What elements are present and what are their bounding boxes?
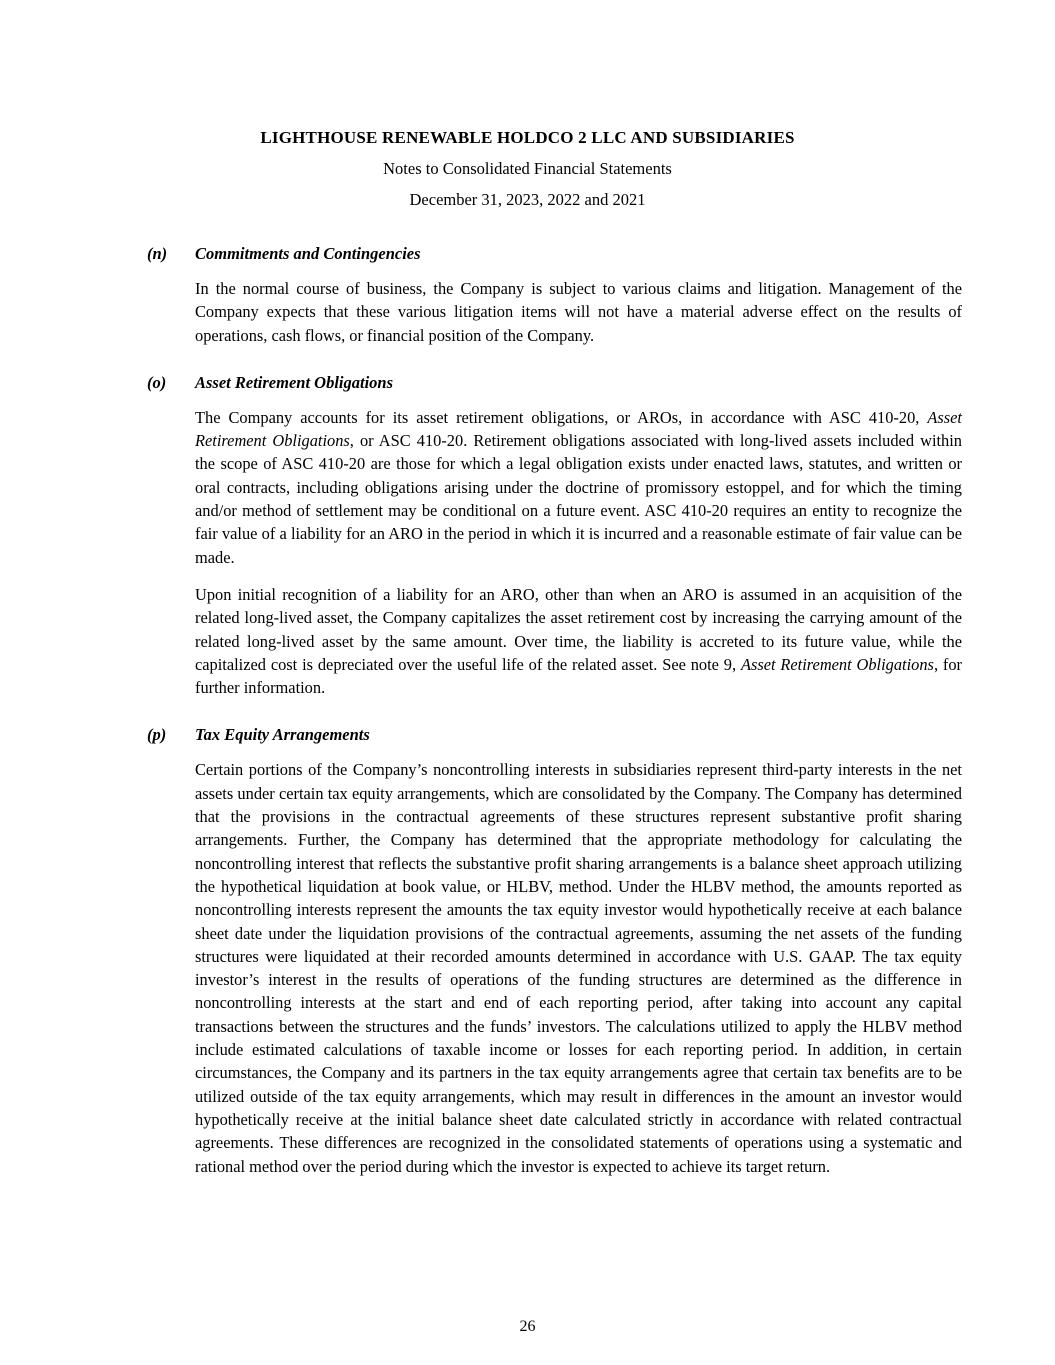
paragraph — [195, 277, 962, 347]
section-title: Commitments and Contingencies — [195, 244, 421, 263]
section-heading — [147, 371, 962, 394]
section-label: (n) — [147, 244, 168, 263]
paragraph-text: Upon initial recognition of a liability for an ARO, other than when an ARO is assumed in an acquisition of the related long-lived asset, the Company capitalizes the asset retirement cost by increasing the carrying amount of the related long-lived asset by the same amount. Over time, the liability is accreted to its future value, while the capitalized cost is depreciated over the useful life of the related asset. See note 9, — [195, 584, 962, 674]
section-label: (p) — [147, 725, 167, 745]
section-label: (o) — [147, 372, 167, 392]
paragraph — [195, 583, 962, 699]
section-heading — [147, 723, 962, 746]
paragraph-text: In the normal course of business, the Company is subject to various claims and litigation. Management of the Company expects that these various litigation items will not have a material adverse effect on the results of operations, cash flows, or financial position of the Company. — [195, 279, 962, 345]
page-footer — [0, 1318, 1055, 1336]
document-body — [0, 242, 1055, 1178]
paragraph-text-italic: Asset Retirement Obligations — [195, 407, 962, 451]
section-tax-equity-arrangements — [0, 723, 1055, 1177]
paragraph-text: , or ASC 410-20. Retirement obligations associated with long-lived assets included within the scope of ASC 410-20 are those for which a legal obligation exists under enacted laws, statutes, and written or oral contracts, including obligations arising under the doctrine of promissory estoppel, and for which the timing and/or method of settlement may be conditional on a future event. ASC 410-20 requires an entity to recognize the fair value of a liability for an ARO in the period in which it is incurred and a reasonable estimate of fair value can be made. — [195, 431, 962, 567]
section-asset-retirement-obligations — [0, 371, 1055, 700]
section-commitments-and-contingencies — [0, 242, 1055, 347]
paragraph-text: The Company accounts for its asset retirement obligations, or AROs, in accordance with ASC 410-20, — [195, 407, 928, 427]
document-header — [0, 0, 1055, 210]
document-title: LIGHTHOUSE RENEWABLE HOLDCO 2 LLC AND SUBSIDIARIES — [260, 128, 795, 147]
paragraph — [195, 406, 962, 569]
section-title: Asset Retirement Obligations — [195, 372, 394, 392]
page-number: 26 — [519, 1318, 536, 1335]
section-title: Tax Equity Arrangements — [195, 725, 370, 745]
paragraph-text: , for further information. — [195, 654, 962, 698]
paragraph-text-italic: Asset Retirement Obligations — [740, 654, 934, 674]
paragraph-text: Certain portions of the Company’s noncontrolling interests in subsidiaries represent third-party interests in the net assets under certain tax equity arrangements, which are consolidated by the Company. The Company has determined that the provisions in the contractual agreements of these structures represent substantive profit sharing arrangements. Further, the Company has determined that the appropriate methodology for calculating the noncontrolling interest that reflects the substantive profit sharing arrangements is a balance sheet approach utilizing the hypothetical liquidation at book value, or HLBV, method. Under the HLBV method, the amounts reported as noncontrolling interests represent the amounts the tax equity investor would hypothetically receive at each balance sheet date under the liquidation provisions of the contractual agreements, assuming the net assets of the funding structures were liquidated at their recorded amounts determined in accordance with U.S. GAAP. The tax equity investor’s interest in the results of operations of the funding structures are determined as the difference in noncontrolling interests at the start and end of each reporting period, after taking into account any capital transactions between the structures and the funds’ investors. The calculations utilized to apply the HLBV method include estimated calculations of taxable income or losses for each reporting period. In addition, in certain circumstances, the Company and its partners in the tax equity arrangements agree that certain tax benefits are to be utilized outside of the tax equity arrangements, which may result in differences in the amount an investor would hypothetically receive at the initial balance sheet date calculated strictly in accordance with related contractual agreements. These differences are recognized in the consolidated statements of operations using a systematic and rational method over the period during which the investor is expected to achieve its target return. — [195, 760, 962, 1176]
paragraph — [195, 758, 962, 1177]
section-heading — [147, 242, 962, 265]
document-date-line: December 31, 2023, 2022 and 2021 — [409, 190, 646, 209]
document-subtitle: Notes to Consolidated Financial Statements — [383, 159, 672, 178]
